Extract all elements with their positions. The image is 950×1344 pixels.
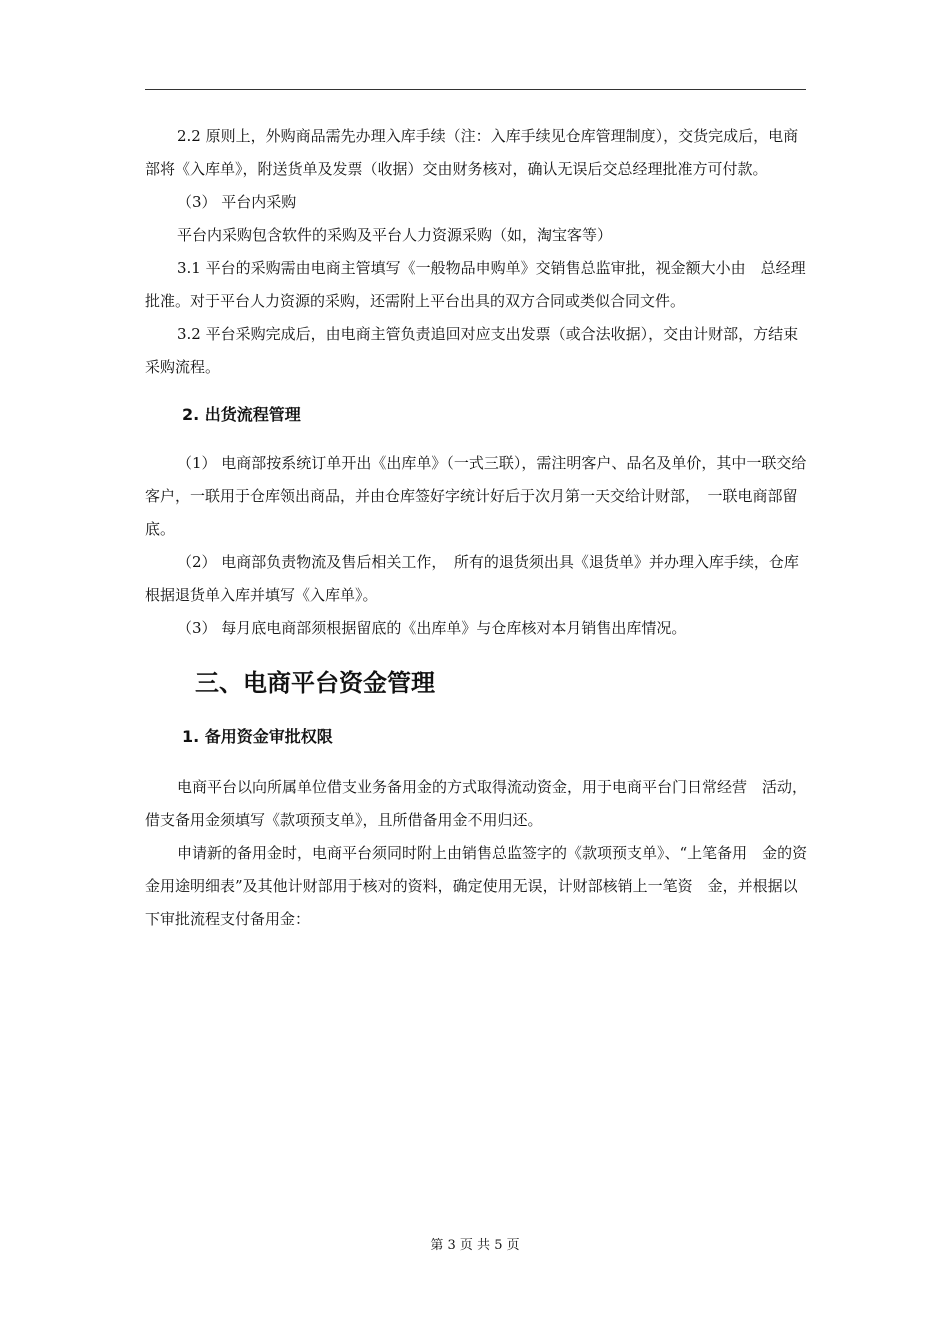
paragraph-3-2: 3.2 平台采购完成后，由电商主管负责追回对应支出发票（或合法收据），交由计财部，方结束采购流程。 <box>145 325 799 376</box>
paragraph-2-2: 2.2 原则上，外购商品需先办理入库手续（注：入库手续见仓库管理制度），交货完成后，电商部将《入库单》，附送货单及发票（收据）交由财务核对，确认无误后交总经理批准方可付款。 <box>145 127 799 178</box>
heading-shipping-process: 2. 出货流程管理 <box>182 405 301 424</box>
header-rule <box>145 89 806 90</box>
paragraph-shipping-3: （3） 每月底电商部须根据留底的《出库单》与仓库核对本月销售出库情况。 <box>177 619 687 637</box>
paragraph-platform-scope: 平台内采购包含软件的采购及平台人力资源采购（如，淘宝客等） <box>177 226 613 244</box>
paragraph-3-1: 3.1 平台的采购需由电商主管填写《一般物品申购单》交销售总监审批，视金额大小由 总经理批准。对于平台人力资源的采购，还需附上平台出具的双方合同或类似合同文件。 <box>145 259 806 310</box>
paragraph-shipping-2: （2） 电商部负责物流及售后相关工作， 所有的退货须出具《退货单》并办理入库手续，仓库根据退货单入库并填写《入库单》。 <box>145 553 799 604</box>
paragraph-shipping-1: （1） 电商部按系统订单开出《出库单》（一式三联），需注明客户、品名及单价，其中一联交给客户，一联用于仓库领出商品，并由仓库签好字统计好后于次月第一天交给计财部， 一联电商部留底。 <box>145 454 807 538</box>
subheading-platform-purchase: （3） 平台内采购 <box>177 193 297 211</box>
paragraph-reserve-1: 电商平台以向所属单位借支业务备用金的方式取得流动资金，用于电商平台门日常经营 活动，借支备用金须填写《款项预支单》，且所借备用金不用归还。 <box>145 778 808 829</box>
page-number-footer: 第 3 页 共 5 页 <box>430 1238 520 1253</box>
document-body <box>145 120 810 936</box>
paragraph-reserve-2: 申请新的备用金时，电商平台须同时附上由销售总监签字的《款项预支单》、“上笔备用 金的资金用途明细表”及其他计财部用于核对的资料，确定使用无误，计财部核销上一笔资 金，并根据以下审批流程支付备用金： <box>145 844 808 928</box>
section-title-funds: 三、电商平台资金管理 <box>195 669 435 697</box>
heading-reserve-approval: 1. 备用资金审批权限 <box>182 727 333 746</box>
